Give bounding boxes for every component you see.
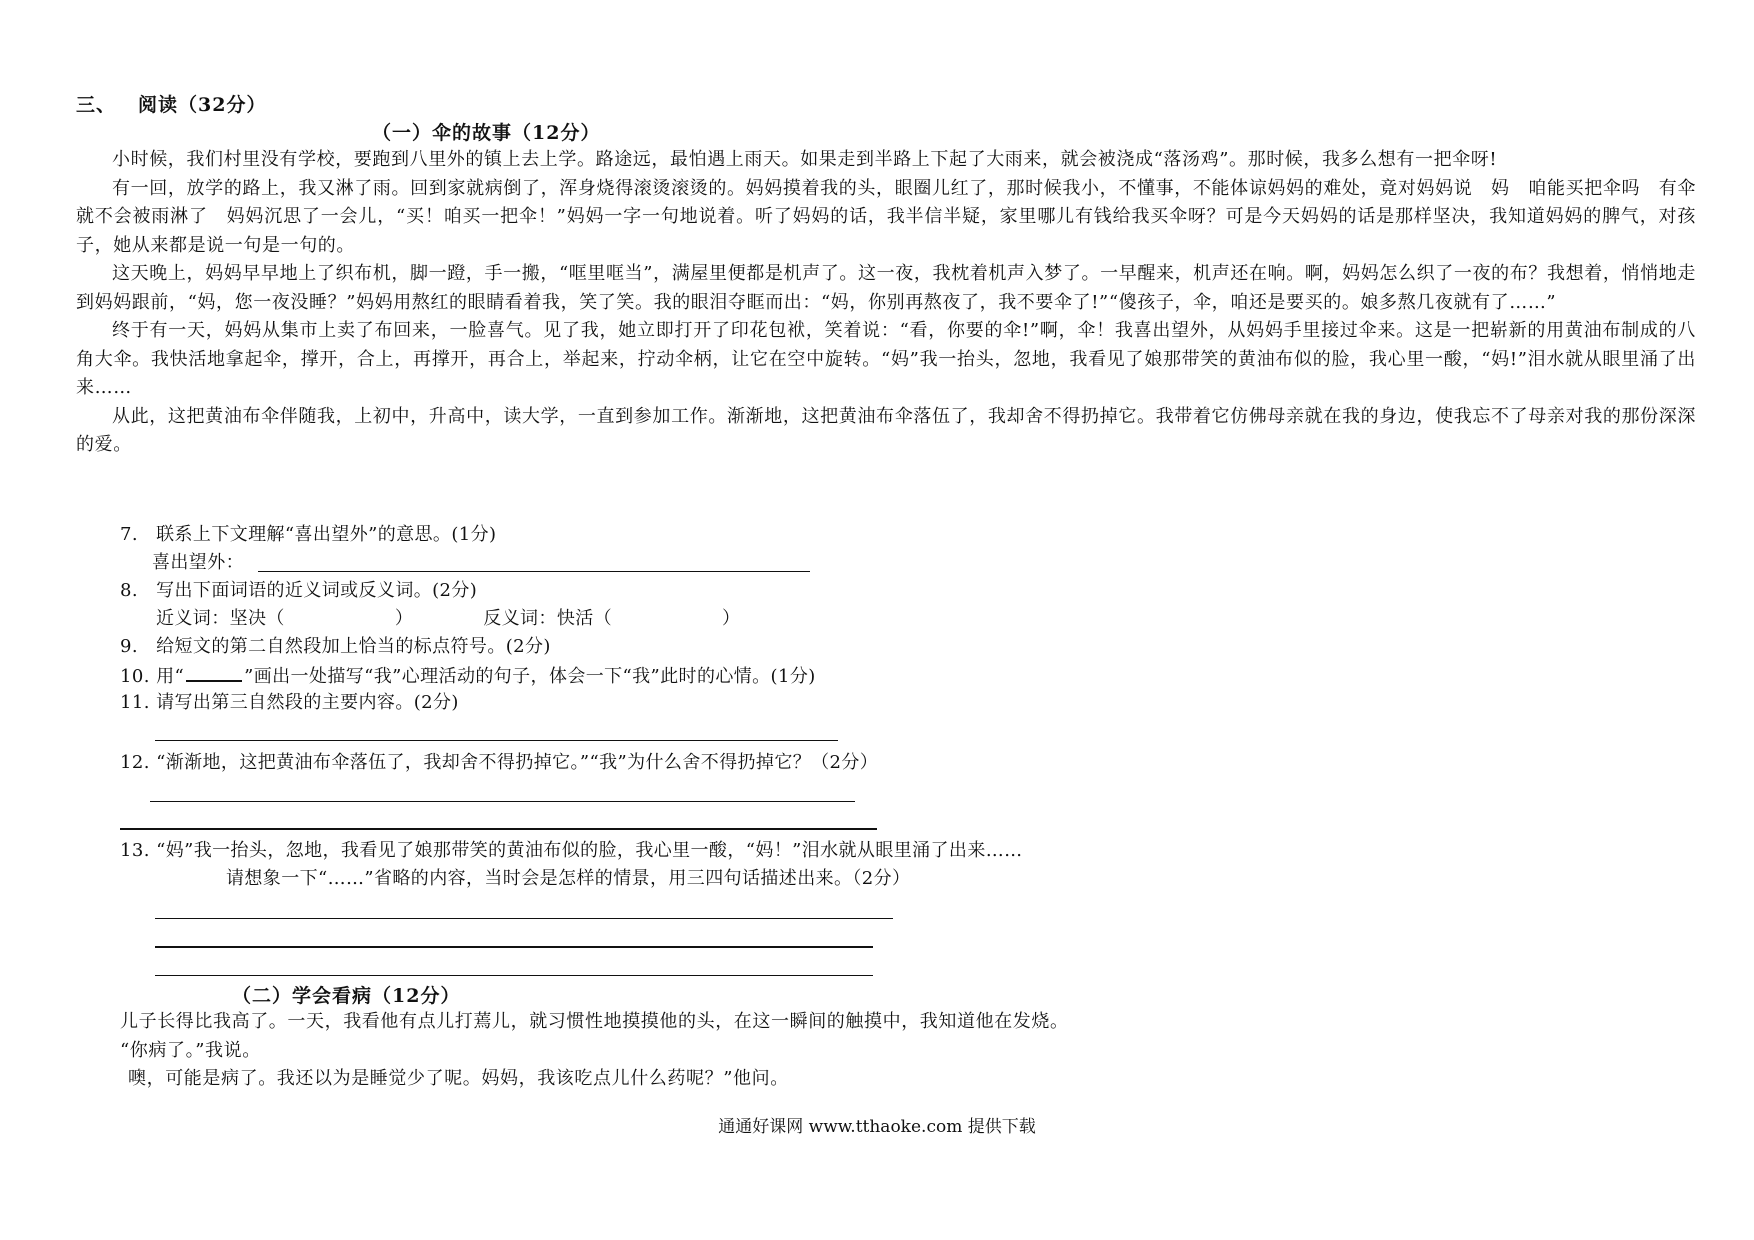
q8-answer-row xyxy=(156,606,740,632)
reading2-line-1: 儿子长得比我高了。一天，我看他有点儿打蔫儿，就习惯性地摸摸他的头，在这一瞬间的触摸中，我知道他在发烧。 xyxy=(120,1011,1069,1032)
q13-number: 13. xyxy=(120,840,150,861)
q13-answer-line-1[interactable] xyxy=(155,918,893,919)
q11-text: 请写出第三自然段的主要内容。(2分) xyxy=(156,692,459,713)
reading2-title: （二）学会看病（12分） xyxy=(232,985,461,1007)
q8-synonym-close: ） xyxy=(394,608,414,629)
question-8 xyxy=(120,578,477,604)
q10-pre: 用“ xyxy=(156,666,185,687)
q8-synonym-label: 近义词：坚决（ xyxy=(156,608,285,629)
q9-number: 9. xyxy=(120,636,138,657)
q12-number: 12. xyxy=(120,752,150,773)
question-11 xyxy=(120,690,459,716)
paragraph-5: 从此，这把黄油布伞伴随我，上初中，升高中，读大学，一直到参加工作。渐渐地，这把黄油布伞落伍了，我却舍不得扔掉它。我带着它仿佛母亲就在我的身边，使我忘不了母亲对我的那份深深的爱。 xyxy=(76,405,1696,455)
q11-number: 11. xyxy=(120,692,150,713)
q9-text: 给短文的第二自然段加上恰当的标点符号。(2分) xyxy=(156,636,551,657)
paragraph-3: 这天晚上，妈妈早早地上了织布机，脚一蹬，手一搬，“哐里哐当”，满屋里便都是机声了。这一夜，我枕着机声入梦了。一早醒来，机声还在响。啊，妈妈怎么织了一夜的布？我想着，悄悄地走到妈妈跟前，“妈，您一夜没睡？”妈妈用熬红的眼睛看着我，笑了笑。我的眼泪夺眶而出：“妈，你别再熬夜了，我不要伞了!”“傻孩子，伞，咱还是要买的。娘多熬几夜就有了……” xyxy=(76,263,1696,313)
q8-antonym-label: 反义词：快活（ xyxy=(483,608,613,629)
q8-text: 写出下面词语的近义词或反义词。(2分) xyxy=(156,580,478,601)
q8-antonym-close: ） xyxy=(722,608,741,629)
q13-answer-line-3[interactable] xyxy=(155,975,873,976)
q7-answer-label: 喜出望外： xyxy=(152,552,244,573)
q7-number: 7. xyxy=(120,524,138,545)
q13-subprompt: 请想象一下“……”省略的内容，当时会是怎样的情景，用三四句话描述出来。（2分） xyxy=(226,868,911,889)
q8-number: 8. xyxy=(120,580,138,601)
q13-text: “妈”我一抬头，忽地，我看见了娘那带笑的黄油布似的脸，我心里一酸，“妈！”泪水就从眼里涌了出来…… xyxy=(156,840,1023,861)
reading2-line-2: “你病了。”我说。 xyxy=(120,1039,261,1061)
question-12 xyxy=(120,750,878,776)
section-title: 阅读（32分） xyxy=(138,94,267,116)
reading2-passage xyxy=(120,1008,1620,1094)
q7-text: 联系上下文理解“喜出望外”的意思。(1分) xyxy=(156,524,497,545)
q10-post: ”画出一处描写“我”心理活动的句子，体会一下“我”此时的心情。(1分) xyxy=(244,666,816,687)
q12-answer-line-2[interactable] xyxy=(120,828,877,830)
q10-underline-sample xyxy=(186,662,242,682)
q7-answer-line[interactable] xyxy=(258,571,810,572)
question-10 xyxy=(120,662,816,690)
question-13 xyxy=(120,838,1023,864)
q12-answer-line-1[interactable] xyxy=(150,801,855,802)
paragraph-4: 终于有一天，妈妈从集市上卖了布回来，一脸喜气。见了我，她立即打开了印花包袱，笑着说：“看，你要的伞!”啊，伞！我喜出望外，从妈妈手里接过伞来。这是一把崭新的用黄油布制成的八角大伞。我快活地拿起伞，撑开，合上，再撑开，再合上，举起来，拧动伞柄，让它在空中旋转。“妈”我一抬头，忽地，我看见了娘那带笑的黄油布似的脸，我心里一酸，“妈!”泪水就从眼里涌了出来…… xyxy=(76,320,1696,398)
q10-number: 10. xyxy=(120,666,150,687)
q11-answer-line[interactable] xyxy=(155,740,838,741)
q12-text: “渐渐地，这把黄油布伞落伍了，我却舍不得扔掉它。”“我”为什么舍不得扔掉它？（2分） xyxy=(156,752,879,773)
footer-source: 通通好课网 www.tthaoke.com 提供下载 xyxy=(718,1117,1036,1137)
paragraph-1: 小时候，我们村里没有学校，要跑到八里外的镇上去上学。路途远，最怕遇上雨天。如果走到半路上下起了大雨来，就会被浇成“落汤鸡”。那时候，我多么想有一把伞呀! xyxy=(112,149,1498,170)
question-9 xyxy=(120,634,551,660)
paragraph-2: 有一回，放学的路上，我又淋了雨。回到家就病倒了，浑身烧得滚烫滚烫的。妈妈摸着我的头，眼圈儿红了，那时候我小，不懂事，不能体谅妈妈的难处，竟对妈妈说 妈 咱能买把伞吗 有伞就不会被雨淋了 妈妈沉思了一会儿，“买！咱买一把伞！”妈妈一字一句地说着。听了妈妈的话，我半信半疑，家里哪儿有钱给我买伞呀？可是今天妈妈的话是那样坚决，我知道妈妈的脾气，对孩子，她从来都是说一句是一句的。 xyxy=(76,177,1696,256)
reading2-line-3: 噢，可能是病了。我还以为是睡觉少了呢。妈妈，我该吃点儿什么药呢？”他问。 xyxy=(128,1068,789,1089)
reading1-passage xyxy=(76,146,1696,460)
question-7 xyxy=(120,522,496,548)
reading1-title: （一）伞的故事（12分） xyxy=(372,122,601,144)
section-heading xyxy=(76,90,266,117)
section-number: 三、 xyxy=(76,94,117,116)
q7-answer-row xyxy=(152,550,244,576)
q13-answer-line-2[interactable] xyxy=(155,946,873,948)
